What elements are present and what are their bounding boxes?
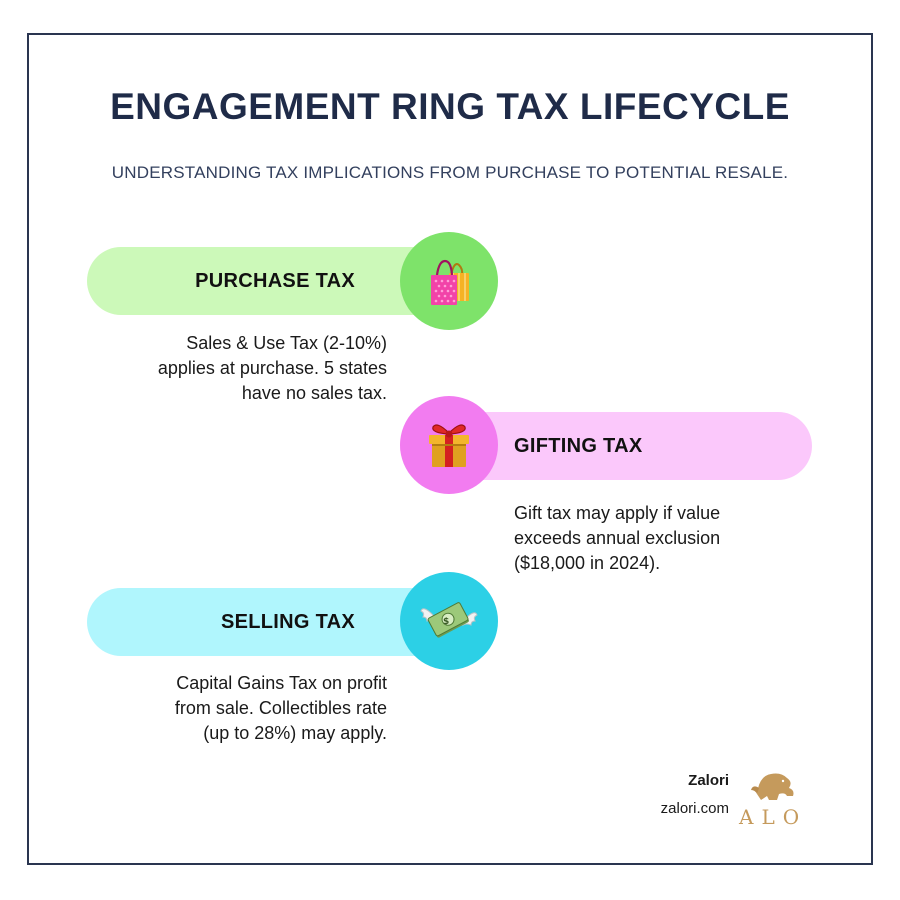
gift-box-icon — [421, 417, 477, 473]
money-with-wings-icon — [419, 593, 479, 649]
brand-name: Zalori — [688, 772, 729, 789]
lion-logo-icon — [737, 766, 807, 828]
page-title: ENGAGEMENT RING TAX LIFECYCLE — [110, 86, 790, 127]
svg-text:$: $ — [443, 617, 450, 627]
stage-gifting-description: Gift tax may apply if value exceeds annual exclusion ($18,000 in 2024). — [514, 503, 721, 573]
page-subtitle: UNDERSTANDING TAX IMPLICATIONS FROM PURCHASE TO POTENTIAL RESALE. — [111, 163, 789, 182]
shopping-bags-icon — [421, 253, 477, 309]
stage-gifting-circle — [400, 396, 498, 494]
stage-purchase-label: PURCHASE TAX — [195, 269, 355, 292]
stage-selling-circle — [400, 572, 498, 670]
stage-gifting-label: GIFTING TAX — [514, 434, 643, 457]
stage-purchase-description: Sales & Use Tax (2-10%) applies at purchase. 5 states have no sales tax. — [157, 333, 387, 403]
svg-text:ALO: ALO — [739, 805, 807, 828]
stage-purchase-circle — [400, 232, 498, 330]
brand-url[interactable]: zalori.com — [660, 800, 729, 817]
stage-selling-description: Capital Gains Tax on profit from sale. Collectibles rate (up to 28%) may apply. — [174, 673, 387, 743]
stage-selling-label: SELLING TAX — [220, 610, 355, 633]
